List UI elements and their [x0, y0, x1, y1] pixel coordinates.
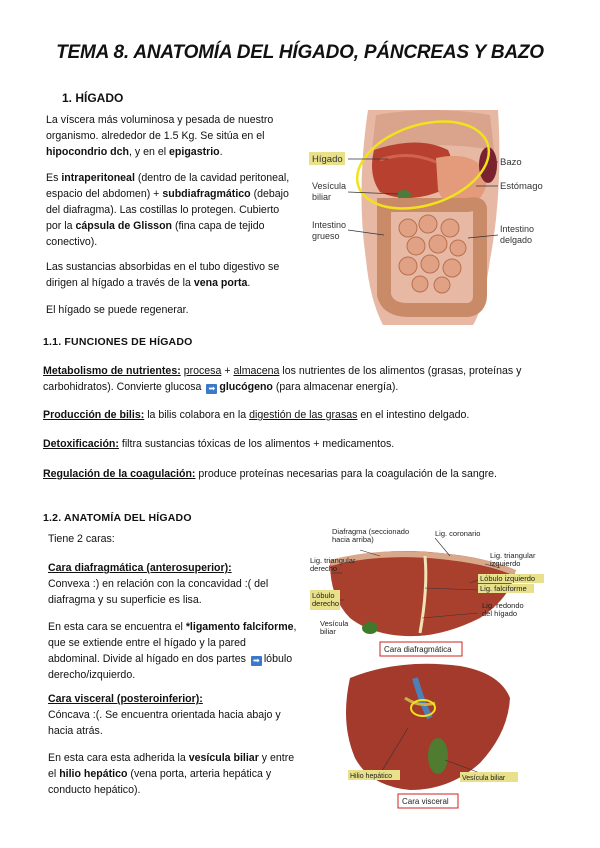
- paragraph-detoxificacion: Detoxificación: filtra sustancias tóxicas de los alimentos + medicamentos.: [43, 438, 395, 450]
- paragraph-metabolismo: Metabolismo de nutrientes: procesa + almacena los nutrientes de los alimentos (grasas, proteínas y carbohidratos). Convierte glucosa ➡ glucógeno (para almacenar energía).: [43, 365, 522, 393]
- paragraph-intro: La víscera más voluminosa y pesada de nuestro organismo. alrededor de 1.5 Kg. Se sitúa en el hipocondrio dch, y en el epigastrio.: [46, 114, 274, 158]
- paragraph-cara-visceral: Cara visceral (posteroinferior): Cóncava :(. Se encuentra orientada hacia abajo y hacia atrás.: [48, 693, 281, 737]
- paragraph-coagulacion: Regulación de la coagulación: produce proteínas necesarias para la coagulación de la sangre.: [43, 468, 497, 480]
- paragraph-vena-porta: Las sustancias absorbidas en el tubo digestivo se dirigen al hígado a través de la vena porta.: [46, 261, 280, 289]
- label-diafragma: Diafragma (seccionado hacia arriba): [332, 528, 410, 544]
- abdomen-figure: [308, 110, 548, 325]
- label-lig-coronario: Lig. coronario: [435, 529, 481, 538]
- label-lobulo-izquierdo: Lóbulo izquierdo: [480, 574, 536, 583]
- paragraph-regeneracion: El hígado se puede regenerar.: [46, 304, 189, 316]
- liver-faces-figure: [310, 528, 550, 828]
- label-bazo: Bazo: [500, 157, 522, 168]
- arrow-right-icon: ➡: [206, 384, 217, 394]
- section-heading-funciones: 1.1. FUNCIONES DE HÍGADO: [43, 336, 193, 348]
- label-lig-triangular-izq: Lig. triangular izquierdo: [490, 551, 536, 568]
- label-lobulo-derecho: Lóbulo derecho: [312, 591, 340, 608]
- paragraph-vesicula-hilio: En esta cara esta adherida la vesícula biliar y entre el hilio hepático (vena porta, arteria hepática y conducto hepático).: [48, 752, 295, 796]
- section-heading-higado: 1. HÍGADO: [62, 91, 124, 105]
- paragraph-cara-diafragmatica: Cara diafragmática (anterosuperior): Convexa :) en relación con la concavidad :( del diafragma y su superficie es lisa.: [48, 562, 269, 606]
- label-vesicula-biliar-2: Vesícula biliar: [462, 775, 506, 782]
- label-lig-triangular-der: Lig. triangular derecho: [310, 556, 356, 573]
- page-title: TEMA 8. ANATOMÍA DEL HÍGADO, PÁNCREAS Y BAZO: [56, 42, 544, 63]
- paragraph-ligamento: En esta cara se encuentra el *ligamento falciforme, que se extiende entre el hígado y la pared abdominal. Divide al hígado en dos partes ➡ lóbulo derecho/izquierdo.: [48, 621, 297, 681]
- paragraph-bilis: Producción de bilis: la bilis colabora en la digestión de las grasas en el intestino delgado.: [43, 409, 470, 421]
- label-hilio-hepatico: Hilio hepático: [350, 773, 393, 780]
- label-cara-visceral: Cara visceral: [402, 797, 449, 806]
- label-cara-diafragmatica: Cara diafragmática: [384, 645, 452, 654]
- label-lig-redondo: Lig. redondo del hígado: [482, 601, 524, 618]
- label-lig-falciforme: Lig. falciforme: [480, 584, 527, 593]
- label-estomago: Estómago: [500, 181, 543, 192]
- arrow-right-icon: ➡: [251, 656, 262, 666]
- section-heading-anatomia: 1.2. ANATOMÍA DEL HÍGADO: [43, 512, 192, 524]
- paragraph-tiene-caras: Tiene 2 caras:: [48, 533, 115, 545]
- label-vesicula: Vesícula biliar: [312, 181, 347, 202]
- label-intestino-grueso: Intestino grueso: [312, 220, 347, 241]
- paragraph-intraperitoneal: Es intraperitoneal (dentro de la cavidad peritoneal, espacio del abdomen) + subdiafragmático (debajo del diafragma). Las costillas lo protegen. Cubierto por la cápsula de Glisson (fina capa de tejido conectivo).: [46, 172, 290, 248]
- label-vesicula-biliar: Vesícula biliar: [320, 619, 349, 636]
- label-higado: Hígado: [312, 154, 343, 165]
- label-intestino-delgado: Intestino delgado: [500, 224, 535, 245]
